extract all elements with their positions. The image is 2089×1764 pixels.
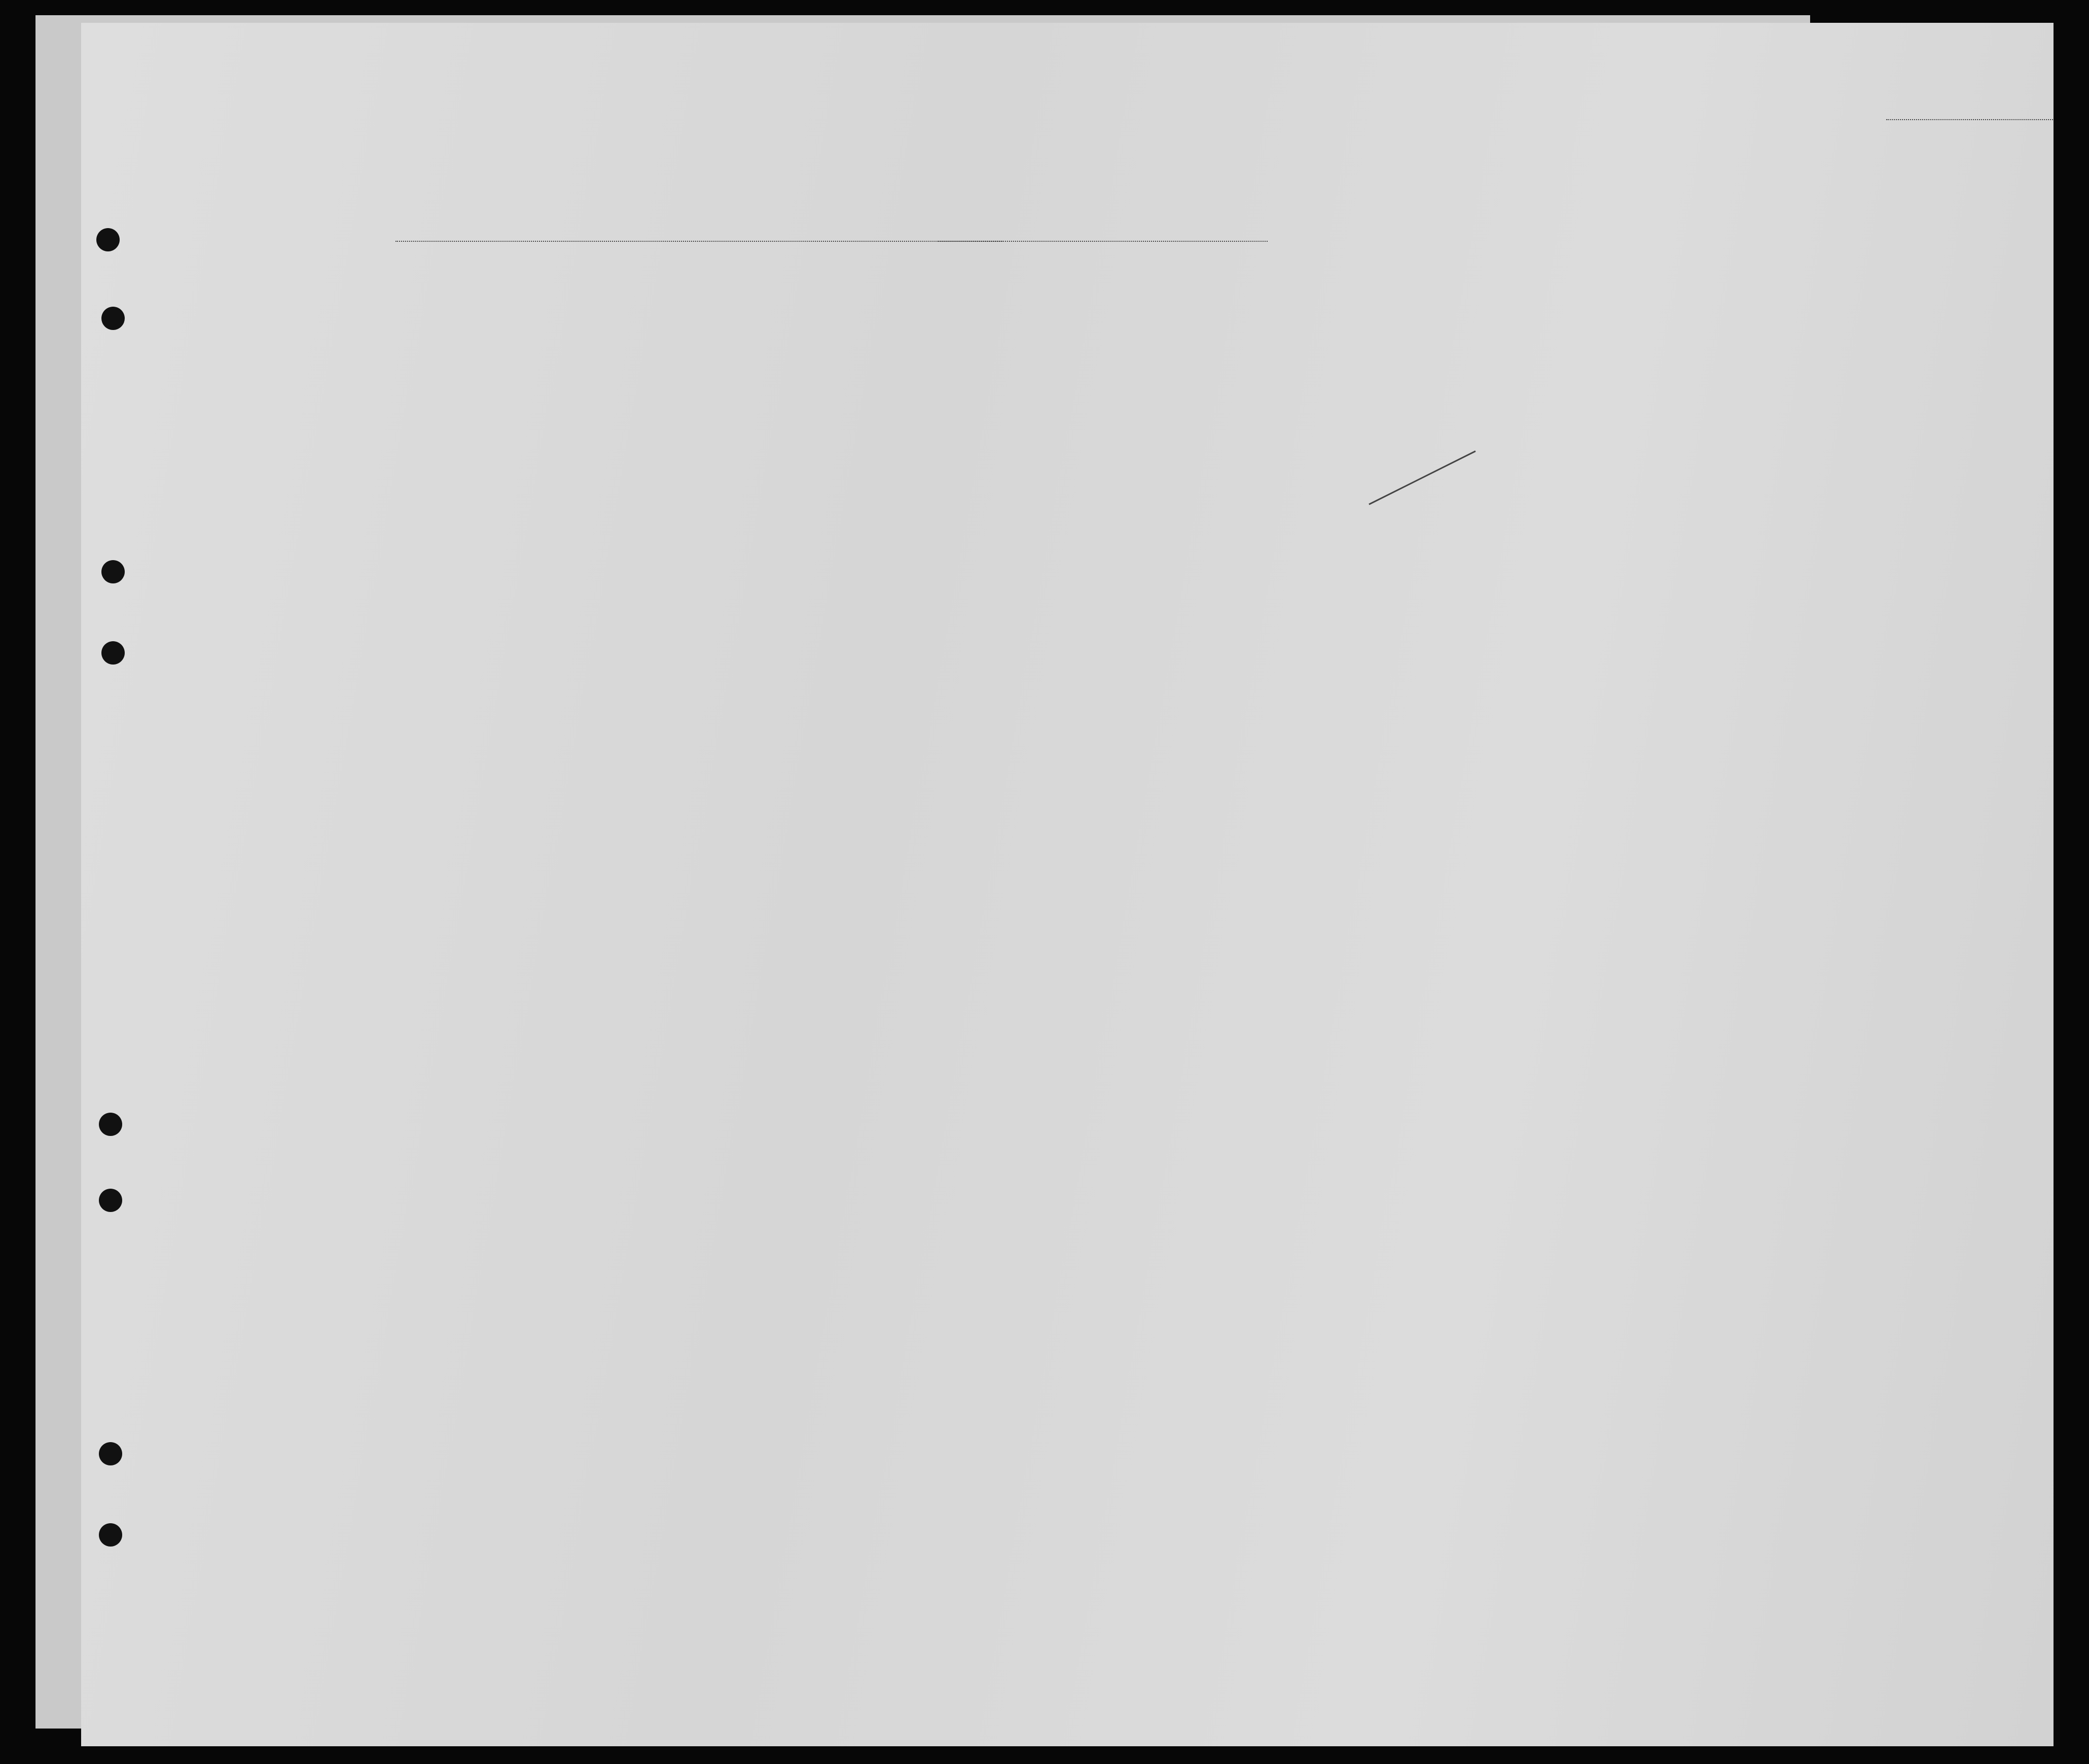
hdr-inches bbox=[1701, 398, 1716, 438]
hdr-q28 bbox=[1432, 307, 1486, 438]
list-underline bbox=[1886, 119, 2054, 120]
punch-hole bbox=[101, 560, 125, 583]
hdr-purpose-length bbox=[1273, 327, 1301, 438]
hdr-possession-50 bbox=[770, 307, 798, 444]
hdr-polygamist bbox=[1389, 307, 1407, 438]
punch-hole bbox=[101, 307, 125, 330]
port-line bbox=[395, 241, 1004, 242]
punch-hole bbox=[99, 1523, 122, 1547]
hdr-prison bbox=[1346, 307, 1384, 438]
hdr-q29 bbox=[1488, 307, 1516, 438]
hdr-purpose-return bbox=[1239, 327, 1272, 438]
hdr-anarchist bbox=[1410, 307, 1427, 438]
hdr-q30 bbox=[1516, 307, 1539, 438]
hdr-ticket bbox=[639, 307, 669, 444]
date-line bbox=[938, 241, 1268, 242]
handwritten-stroke bbox=[1364, 449, 1481, 509]
punch-hole bbox=[96, 228, 120, 251]
hdr-q31 bbox=[1539, 307, 1562, 438]
hdr-purpose-citizen bbox=[1301, 327, 1331, 438]
punch-hole bbox=[99, 1189, 122, 1212]
punch-hole bbox=[99, 1113, 122, 1136]
punch-hole bbox=[99, 1442, 122, 1465]
hdr-feet bbox=[1683, 408, 1699, 438]
punch-hole bbox=[101, 641, 125, 665]
manifest-sheet bbox=[81, 23, 2054, 1746]
